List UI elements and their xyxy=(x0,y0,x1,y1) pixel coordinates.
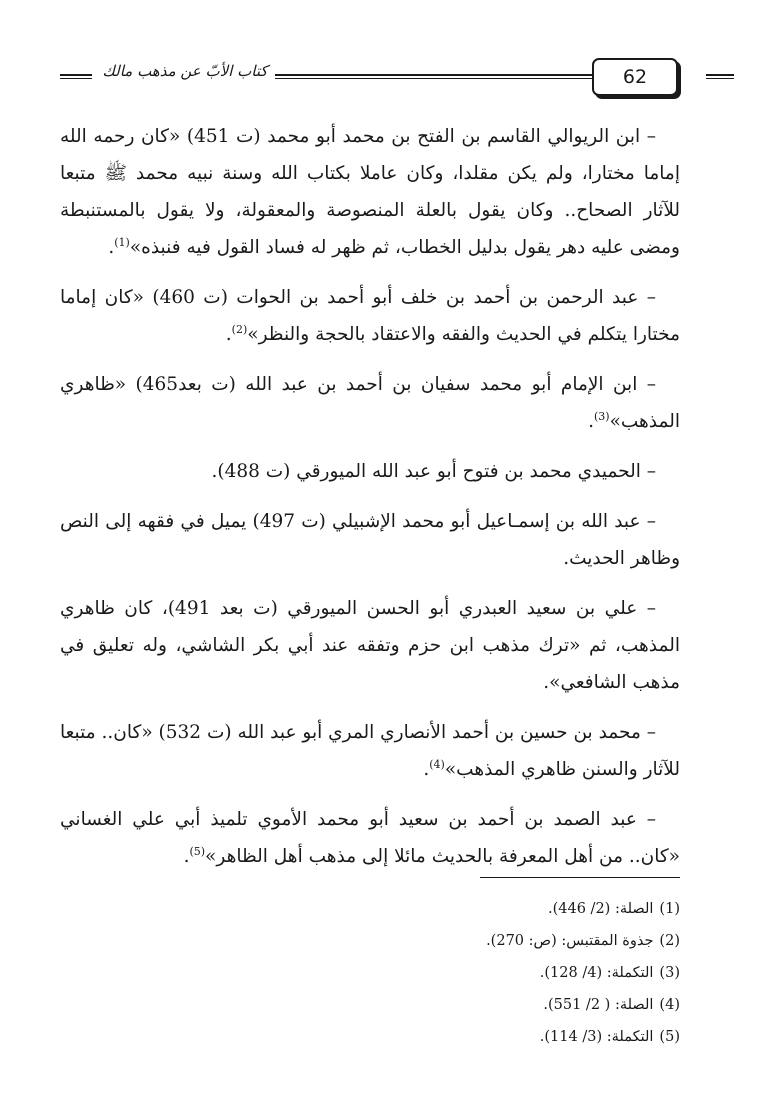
header-rule-left xyxy=(60,74,92,79)
paragraph: – ابن الريوالي القاسم بن الفتح بن محمد أبو محمد (ت 451) «كان رحمه الله إماما مختارا، ولم يكن مقلدا، وكان عاملا بكتاب الله وسنة نبيه محمد ﷺ متبعا للآثار الصحاح.. وكان يقول بالعلة المنصوصة والمعقولة، ولا يقول بالمستنبطة ومضى عليه دهر يقول بدليل الخطاب، ثم ظهر له فساد القول فيه فنبذه»$^{(1)}$ . xyxy=(60,118,680,266)
main-text xyxy=(60,118,680,888)
footnote-item: (5)التكملة: (3/ 114). xyxy=(539,1029,680,1045)
footnote-item: (1)الصلة: (2/ 446). xyxy=(547,901,680,917)
paragraph: – ابن الإمام أبو محمد سفيان بن أحمد بن عبد الله (ت بعد465) «ظاهري المذهب»$^{(3)}$ . xyxy=(60,366,680,440)
paragraph: – عبد الرحمن بن أحمد بن خلف أبو أحمد بن الحوات (ت 460) «كان إماما مختارا يتكلم في الحديث والفقه والاعتقاد بالحجة والنظر»$^{(2)}$ . xyxy=(60,279,680,353)
footnote-ref: (4) xyxy=(429,757,445,771)
footnote-item: (3)التكملة: (4/ 128). xyxy=(539,965,680,981)
page-header xyxy=(60,58,680,96)
paragraph: – علي بن سعيد العبدري أبو الحسن الميورقي (ت بعد 491)، كان ظاهري المذهب، ثم «ترك مذهب ابن حزم وتفقه عند أبي بكر الشاشي، وله تعليق في مذهب الشافعي». xyxy=(60,598,680,693)
footnote-item: (4)الصلة: ( 2/ 551). xyxy=(543,997,680,1013)
footnotes xyxy=(360,893,680,1053)
page-number: 62 xyxy=(592,58,678,96)
header-rule-right xyxy=(706,74,734,79)
footnote-ref: (3) xyxy=(593,409,610,423)
footnote-item: (2)جذوة المقتبس: (ص: 270). xyxy=(486,933,680,949)
running-title: كتاب الأبّ عن مذهب مالك xyxy=(102,62,268,80)
footnote-ref: (5) xyxy=(189,844,206,858)
footnote-ref: (1) xyxy=(114,235,130,249)
paragraph: – عبد الله بن إسمـاعيل أبو محمد الإشبيلي (ت 497) يميل في فقهه إلى النص وظاهر الحديث. xyxy=(60,511,680,569)
footnote-ref: (2) xyxy=(231,322,248,336)
paragraph: – الحميدي محمد بن فتوح أبو عبد الله الميورقي (ت 488). xyxy=(211,461,656,482)
header-rule-middle xyxy=(275,74,630,79)
footnote-separator xyxy=(480,877,680,878)
paragraph: – محمد بن حسين بن أحمد الأنصاري المري أبو عبد الله (ت 532) «كان.. متبعا للآثار والسنن ظاهري المذهب»$^{(4)}$ . xyxy=(60,714,680,788)
paragraph: – عبد الصمد بن أحمد بن سعيد أبو محمد الأموي تلميذ أبي علي الغساني «كان.. من أهل المعرفة بالحديث مائلا إلى مذهب أهل الظاهر»$^{(5)}$ . xyxy=(60,801,680,875)
